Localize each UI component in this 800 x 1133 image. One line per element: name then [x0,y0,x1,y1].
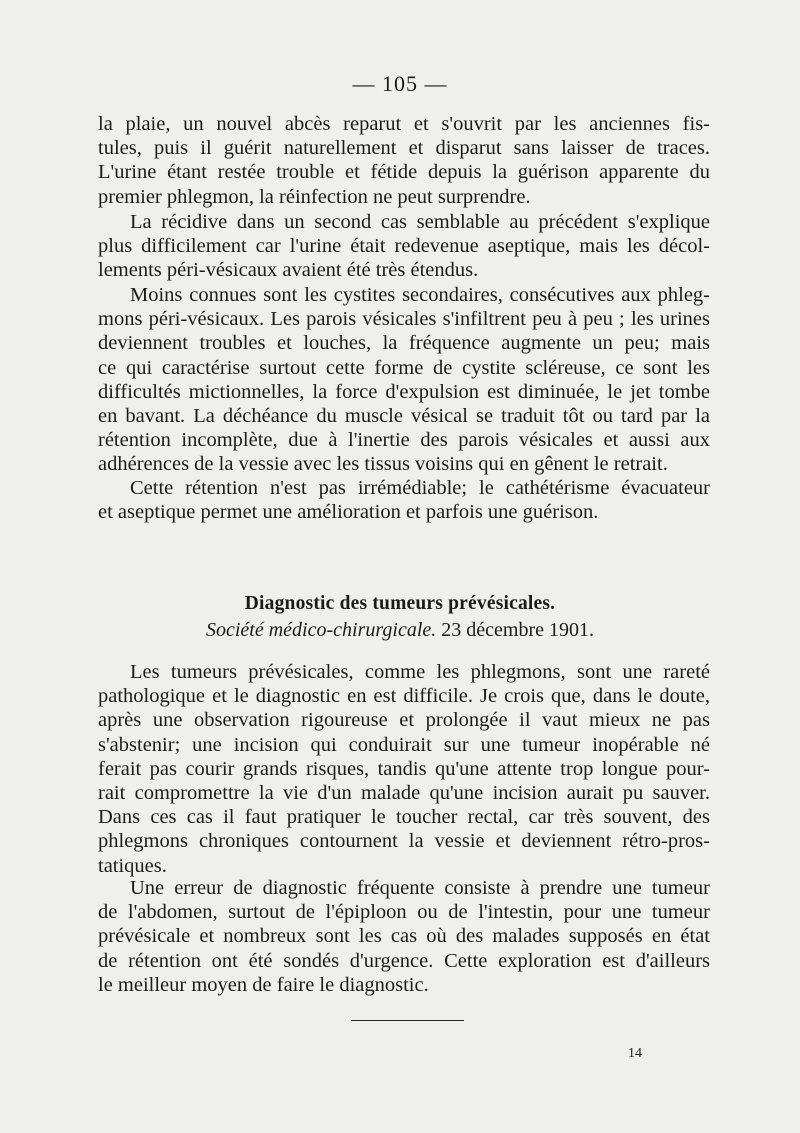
text-line: s'abstenir; une incision qui conduirait sur une tumeur inopérable né [98,733,710,756]
text-line: phlegmons chroniques contournent la vessie et deviennent rétro-pros- [98,830,710,853]
text-line: lements péri-vésicaux avaient été très étendus. [98,259,479,282]
text-line: la plaie, un nouvel abcès reparut et s'ouvrit par les anciennes fis- [98,113,710,135]
text-line: Dans ces cas il faut pratiquer le toucher rectal, car très souvent, des [98,806,710,829]
text-line: difficultés mictionnelles, la force d'expulsion est diminuée, le jet tombe [98,380,710,403]
paragraph [98,876,710,997]
text-line: mons péri-vésicaux. Les parois vésicales s'infiltrent peu à peu ; les urines [98,308,710,331]
text-line: adhérences de la vessie avec les tissus voisins qui en gênent le retrait. [98,453,668,476]
text-line: La récidive dans un second cas semblable au précédent s'explique [130,211,710,233]
section-subtitle [0,619,800,642]
section-title: Diagnostic des tumeurs prévésicales. [244,593,556,614]
section-date: 23 décembre 1901. [441,619,595,641]
text-line: le meilleur moyen de faire le diagnostic. [98,973,429,996]
paragraph [98,476,710,524]
text-line: L'urine étant restée trouble et fétide depuis la guérison apparente du [98,161,710,184]
text-line: deviennent troubles et louches, la fréquence augmente un peu; mais [98,332,710,355]
section-divider [351,1020,464,1021]
paragraph [98,210,710,283]
text-line: prévésicale et nombreux sont les cas où des malades supposés en état [98,925,710,948]
text-line: plus difficilement car l'urine était redevenue aseptique, mais les décol- [98,235,710,258]
paragraph [98,660,710,878]
paragraph [98,283,710,477]
text-line: ce qui caractérise surtout cette forme de cystite scléreuse, ce sont les [98,356,710,379]
text-line: ferait pas courir grands risques, tandis qu'une attente trop longue pour- [98,757,710,780]
text-line: rait compromettre la vie d'un malade qu'une incision aurait pu sauver. [98,781,710,804]
text-line: tules, puis il guérit naturellement et disparut sans laisser de traces. [98,137,710,160]
page-number: — 105 — [352,71,448,96]
text-line: de rétention ont été sondés d'urgence. Cette exploration est d'ailleurs [98,949,710,972]
text-line: tatiques. [98,854,167,877]
text-line: rétention incomplète, due à l'inertie des parois vésicales et aussi aux [98,429,710,452]
text-line: après une observation rigoureuse et prolongée il vaut mieux ne pas [98,709,710,732]
text-line: Cette rétention n'est pas irrémédiable; le cathétérisme évacuateur [130,477,710,499]
text-line: en bavant. La déchéance du muscle vésical se traduit tôt ou tard par la [98,404,710,427]
text-line: premier phlegmon, la réinfection ne peut surprendre. [98,185,531,208]
paragraph [98,112,710,209]
text-line: de l'abdomen, surtout de l'épiploon ou de l'intestin, pour une tumeur [98,901,710,924]
signature-mark: 14 [628,1046,642,1061]
text-line: et aseptique permet une amélioration et parfois une guérison. [98,501,599,524]
society-name: Société médico-chirurgicale. [205,619,437,641]
text-line: Les tumeurs prévésicales, comme les phlegmons, sont une rareté [130,661,710,683]
text-line: Moins connues sont les cystites secondaires, consécutives aux phleg- [130,284,710,306]
text-line: pathologique et le diagnostic en est difficile. Je crois que, dans le doute, [98,685,710,708]
text-line: Une erreur de diagnostic fréquente consiste à prendre une tumeur [130,877,710,899]
